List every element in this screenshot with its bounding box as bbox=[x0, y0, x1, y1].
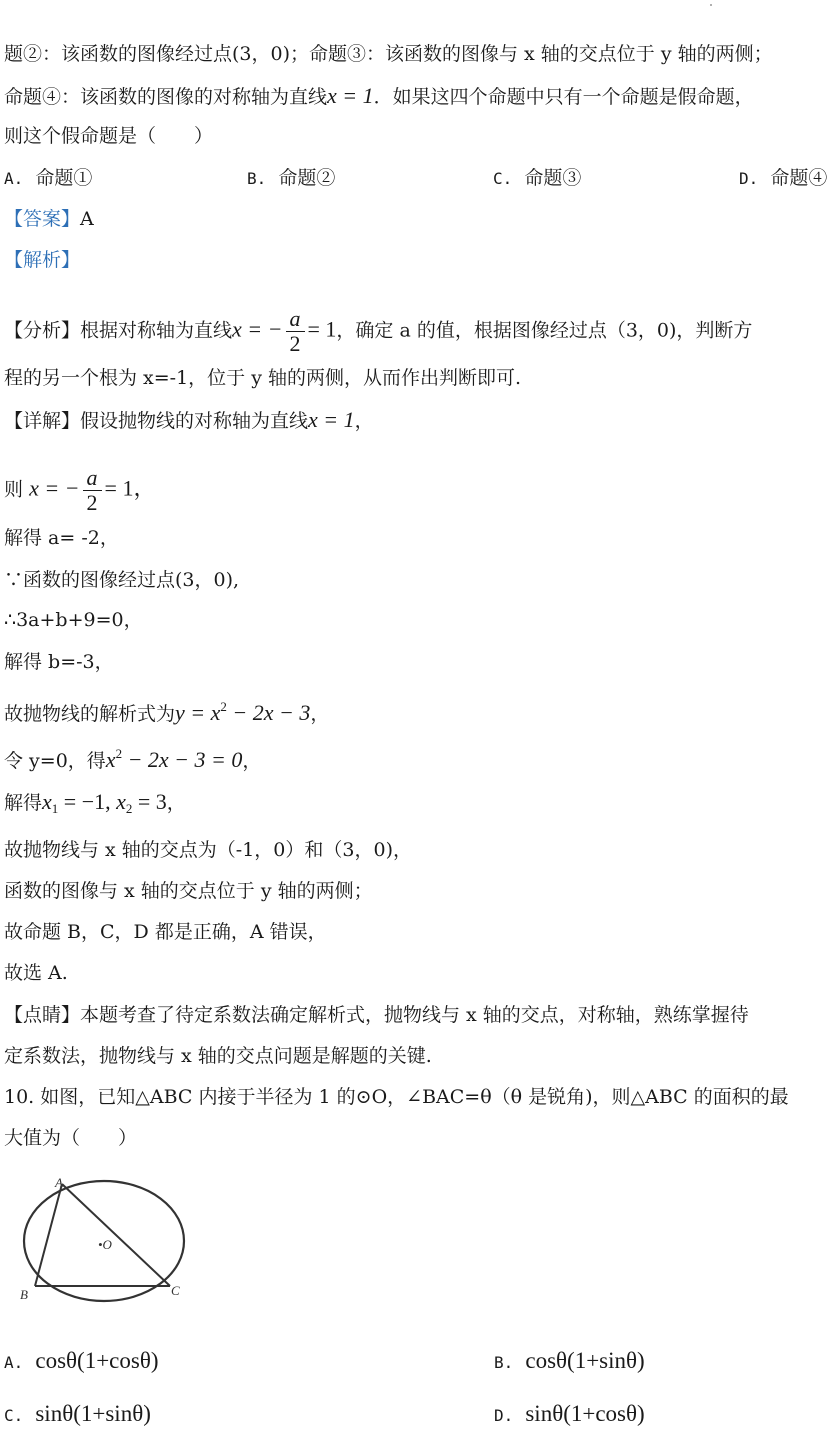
q10-option-a[interactable]: A. cosθ(1+cosθ) bbox=[4, 1348, 159, 1373]
label-o: •O bbox=[98, 1237, 112, 1252]
q9-option-d[interactable]: D. 命题④ bbox=[739, 167, 828, 189]
q10-line1: 10. 如图，已知△ABC 内接于半径为 1 的⊙O，∠BAC=θ（θ 是锐角)，则△ABC 的面积的最 bbox=[4, 1086, 789, 1108]
bcd-line: 故命题 B，C，D 都是正确，A 错误， bbox=[4, 921, 327, 943]
q9-option-c[interactable]: C. 命题③ bbox=[493, 167, 582, 189]
answer-label: 【答案】 bbox=[4, 208, 81, 230]
q9-line1: 题②：该函数的图像经过点(3，0)；命题③：该函数的图像与 x 轴的交点位于 y 轴的两侧； bbox=[4, 43, 773, 65]
fraction-a-over-2-detail: $\frac{a}{2}$ bbox=[83, 466, 102, 515]
roots-line: 解得$x_1 = -1$, $x_2 = 3$， bbox=[4, 789, 186, 816]
q9-axis-eq: x = 1 bbox=[327, 83, 374, 108]
fenxi-line1: 【分析】根据对称轴为直线x = − $\frac{a}{2}$ = 1，确定 a 的值，根据图像经过点（3，0)，判断方 bbox=[4, 306, 753, 356]
side-line: 函数的图像与 x 轴的交点位于 y 轴的两侧； bbox=[4, 880, 373, 902]
scan-speck bbox=[710, 4, 712, 6]
xiangjie-line1: 【详解】假设抛物线的对称轴为直线x = 1， bbox=[4, 407, 374, 432]
q10-option-c[interactable]: C. sinθ(1+sinθ) bbox=[4, 1401, 151, 1426]
q9-line3: 则这个假命题是（ ） bbox=[4, 125, 214, 147]
analysis-label: 【解析】 bbox=[4, 249, 81, 271]
q9-option-b[interactable]: B. 命题② bbox=[247, 167, 336, 189]
fenxi-line2: 程的另一个根为 x=-1，位于 y 轴的两侧，从而作出判断即可. bbox=[4, 367, 522, 389]
label-b: B bbox=[20, 1287, 28, 1302]
fraction-a-over-2: $\frac{a}{2}$ bbox=[286, 307, 305, 356]
q9-line2: 命题④：该函数的图像的对称轴为直线x = 1．如果这四个命题中只有一个命题是假命题， bbox=[4, 83, 754, 108]
q9-option-a[interactable]: A. 命题① bbox=[4, 167, 93, 189]
solve-b: 解得 b=-3， bbox=[4, 651, 114, 673]
eq-line: ∴3a+b+9=0， bbox=[4, 609, 143, 631]
side-ab bbox=[35, 1184, 62, 1286]
zero-line: 令 y=0，得$x^2 - 2x - 3 = 0$， bbox=[4, 746, 262, 772]
xiangjie-then: 则 x = − $\frac{a}{2}$ = 1， bbox=[4, 465, 156, 515]
point-line: ∵函数的图像经过点(3，0), bbox=[4, 569, 240, 591]
expr-line: 故抛物线的解析式为$y = x^2 - 2x - 3$， bbox=[4, 699, 330, 725]
label-c: C bbox=[171, 1283, 180, 1298]
solve-a: 解得 a= -2， bbox=[4, 527, 119, 549]
dianjing-line1: 【点睛】本题考查了待定系数法确定解析式，抛物线与 x 轴的交点，对称轴，熟练掌握待 bbox=[4, 1004, 749, 1026]
intersection-line: 故抛物线与 x 轴的交点为（-1，0）和（3，0)， bbox=[4, 839, 412, 861]
label-a: A bbox=[55, 1175, 63, 1190]
q10-option-b[interactable]: B. cosθ(1+sinθ) bbox=[494, 1348, 645, 1373]
side-ac bbox=[62, 1184, 170, 1286]
triangle-circle-figure bbox=[18, 1175, 188, 1305]
dianjing-line2: 定系数法，抛物线与 x 轴的交点问题是解题的关键. bbox=[4, 1045, 432, 1067]
q10-line2: 大值为（ ） bbox=[4, 1127, 138, 1149]
choose-line: 故选 A. bbox=[4, 962, 68, 984]
answer-line bbox=[4, 207, 94, 231]
answer-value: A bbox=[80, 208, 94, 230]
q10-option-d[interactable]: D. sinθ(1+cosθ) bbox=[494, 1401, 645, 1426]
